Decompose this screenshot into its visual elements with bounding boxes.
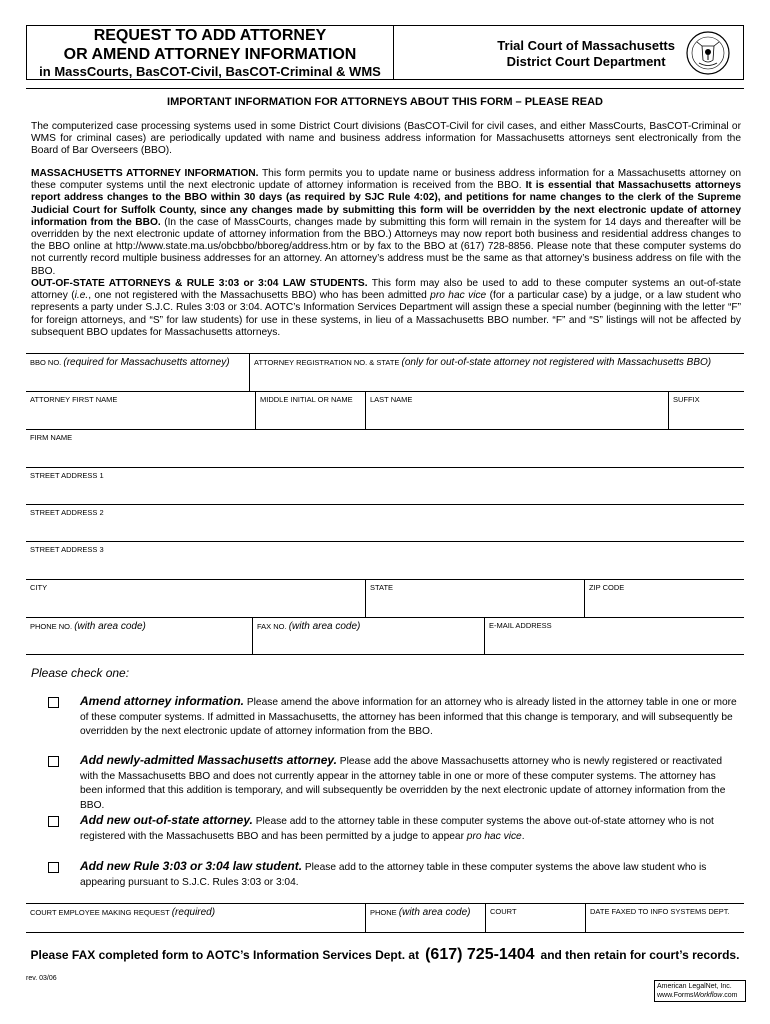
street-address-3-field[interactable] — [26, 541, 744, 579]
out-of-state-lead: OUT-OF-STATE ATTORNEYS & RULE 3:03 or 3:04 LAW STUDENTS. — [31, 278, 368, 289]
email-field[interactable] — [484, 618, 744, 654]
city-field[interactable] — [26, 580, 365, 617]
ma-attorney-text-a: This form permits you to update name or business address information for a Massachusetts attorney on these computer systems until the next electronic update of attorney information is received from the BBO. — [31, 168, 741, 192]
phone-field[interactable] — [26, 618, 252, 654]
check-one-heading: Please check one: — [31, 666, 130, 680]
out-of-state-text-c: (for a particular case) by a judge, or a law student who represents a party under S.J.C. Rules 3:03 or 3:04. AOTC’s Information Services Department will assign these a special number (beginning with the letter “F” for foreign attorneys, and “S” for law students) for use in these systems, in lieu of a Massachusetts BBO number. “F” and “S” listings will not be affected by subsequent BBO updates for Massachusetts attorneys. — [31, 290, 741, 338]
add-ma-attorney-option — [80, 753, 740, 813]
phone-note: (with area code) — [74, 621, 146, 632]
out-of-state-text-a: This form may also be used to add to these computer systems an out-of-state attorney ( — [31, 278, 741, 302]
field-row-name — [26, 391, 744, 429]
court-name — [497, 38, 675, 70]
add-law-student-text: Please add to the attorney table in these computer systems the above law student who is appearing pursuant to S.J.C. Rules 3:03 or 3:04. — [80, 862, 707, 888]
info-paragraph-ma-attorney — [31, 168, 741, 278]
info-heading: IMPORTANT INFORMATION FOR ATTORNEYS ABOUT THIS FORM – PLEASE READ — [167, 96, 603, 108]
add-out-of-state-tail: . — [521, 830, 525, 842]
middle-initial-label: MIDDLE INITIAL OR NAME — [260, 395, 353, 404]
bbo-no-note: (required for Massachusetts attorney) — [63, 357, 230, 368]
court-line2: District Court Department — [506, 54, 666, 69]
add-out-of-state-title: Add new out-of-state attorney. — [80, 813, 253, 827]
add-ma-attorney-checkbox[interactable] — [48, 756, 59, 767]
street-address-1-label: STREET ADDRESS 1 — [30, 471, 104, 480]
info-paragraph-out-of-state — [31, 278, 741, 339]
ma-attorney-bold: It is essential that Massachusetts attorneys report address changes to the BBO within 30 days (as required by SJC Rule 4:02), and petitions for name changes to the clerk of the Supreme Judicial Court for Suffolk County, since any changes made by submitting this form will be overridden by the next electronic update of attorney information from the BBO. — [31, 180, 741, 228]
fax-instruction — [26, 946, 744, 964]
fax-instruction-a: Please FAX completed form to AOTC’s Information Services Dept. at — [30, 948, 420, 962]
form-title-line2: OR AMEND ATTORNEY INFORMATION — [63, 46, 357, 63]
add-out-of-state-option — [80, 813, 740, 844]
street-address-2-field[interactable] — [26, 504, 744, 541]
request-phone-label: PHONE — [370, 908, 397, 917]
request-phone-field[interactable] — [365, 904, 485, 932]
first-name-label: ATTORNEY FIRST NAME — [30, 395, 118, 404]
add-law-student-title: Add new Rule 3:03 or 3:04 law student. — [80, 859, 303, 873]
form-title-box — [26, 25, 394, 80]
revision-date: rev. 03/06 — [26, 975, 57, 982]
court-employee-field[interactable] — [26, 904, 365, 932]
registration-no-note: (only for out-of-state attorney not registered with Massachusetts BBO) — [401, 357, 712, 368]
first-name-field[interactable] — [26, 392, 255, 429]
add-ma-attorney-text: Please add the above Massachusetts attorney who is newly registered or reactivated with the Massachusetts BBO and does not currently appear in the attorney table in one or more of these computer systems. The attorney has been informed that this addition is temporary, and will subsequently be overridden by the next electronic update of attorney information from the BBO. — [80, 756, 726, 811]
court-line1: Trial Court of Massachusetts — [497, 38, 675, 53]
field-row-contact — [26, 617, 744, 655]
last-name-label: LAST NAME — [370, 395, 413, 404]
add-out-of-state-checkbox[interactable] — [48, 816, 59, 827]
info-paragraph-1: The computerized case processing systems used in some District Court divisions (BasCOT-Civil for civil cases, and either MassCourts, BasCOT-Criminal or WMS for criminal cases) are periodically updated with name and business address information for Massachusetts attorneys sent electronically from the Board of Bar Overseers (BBO). — [31, 121, 741, 157]
zip-code-field[interactable] — [584, 580, 744, 617]
ma-attorney-lead: MASSACHUSETTS ATTORNEY INFORMATION. — [31, 168, 259, 179]
legalnet-url-b: Workflow — [693, 992, 723, 999]
court-employee-note: (required) — [171, 907, 216, 918]
fax-number: (617) 725-1404 — [425, 946, 535, 963]
request-phone-note: (with area code) — [398, 907, 471, 918]
add-law-student-option — [80, 859, 740, 890]
fax-field[interactable] — [252, 618, 484, 654]
add-law-student-checkbox[interactable] — [48, 862, 59, 873]
legalnet-stamp — [654, 980, 746, 1002]
massachusetts-seal-icon — [685, 30, 731, 76]
registration-no-label: ATTORNEY REGISTRATION NO. & STATE — [254, 358, 400, 367]
street-address-2-label: STREET ADDRESS 2 — [30, 508, 104, 517]
state-label: STATE — [370, 583, 394, 592]
state-field[interactable] — [365, 580, 584, 617]
firm-name-label: FIRM NAME — [30, 433, 73, 442]
legalnet-name: American LegalNet, Inc. — [657, 983, 732, 990]
fax-note: (with area code) — [288, 621, 361, 632]
last-name-field[interactable] — [365, 392, 668, 429]
email-label: E-MAIL ADDRESS — [489, 621, 552, 630]
out-of-state-ie: i.e. — [74, 290, 89, 302]
form-title-line1: REQUEST TO ADD ATTORNEY — [93, 27, 327, 44]
fax-label: FAX NO. — [257, 622, 287, 631]
amend-attorney-option — [80, 694, 740, 740]
form-title-line3: in MassCourts, BasCOT-Civil, BasCOT-Criminal & WMS — [39, 64, 381, 79]
amend-attorney-checkbox[interactable] — [48, 697, 59, 708]
add-ma-attorney-title: Add newly-admitted Massachusetts attorney. — [80, 753, 337, 767]
out-of-state-text-b: , one not registered with the Massachusetts BBO) who has been admitted — [88, 290, 431, 302]
field-row-city — [26, 579, 744, 617]
add-out-of-state-pro-hac-vice: pro hac vice — [466, 830, 522, 842]
court-employee-label: COURT EMPLOYEE MAKING REQUEST — [30, 908, 170, 917]
middle-initial-field[interactable] — [255, 392, 365, 429]
amend-attorney-title: Amend attorney information. — [80, 694, 245, 708]
suffix-field[interactable] — [668, 392, 744, 429]
legalnet-url — [657, 991, 743, 1000]
legalnet-url-a: www.Forms — [657, 992, 694, 999]
ma-attorney-text-b: (In the case of MassCourts, changes made by submitting this form will remain in the system for 14 days and thereafter will be overridden by the next electronic update of attorney information from the BBO.) Attorneys may now report both business and residential address changes to the BBO online at http://www.state.ma.us/obcbbo/bboreg/address.htm or by fax to the BBO at (617) 728-8856. Please note that these computer systems do not currently record multiple business addresses for an attorney. An attorney’s address must be the same as that attorney’s business address on file with the BBO. — [31, 216, 742, 277]
court-label: COURT — [490, 907, 517, 916]
fax-instruction-b: and then retain for court’s records. — [540, 948, 740, 962]
bbo-no-field[interactable] — [26, 354, 249, 391]
out-of-state-pro-hac-vice: pro hac vice — [430, 290, 487, 302]
firm-name-field[interactable] — [26, 429, 744, 467]
street-address-1-field[interactable] — [26, 467, 744, 504]
bbo-no-label: BBO NO. — [30, 358, 62, 367]
date-faxed-label: DATE FAXED TO INFO SYSTEMS DEPT. — [590, 907, 730, 916]
date-faxed-field[interactable] — [585, 904, 744, 932]
city-label: CITY — [30, 583, 48, 592]
phone-label: PHONE NO. — [30, 622, 73, 631]
court-box — [394, 25, 744, 80]
registration-no-field[interactable] — [249, 354, 744, 391]
zip-code-label: ZIP CODE — [589, 583, 625, 592]
header-rule — [26, 88, 744, 89]
amend-attorney-text: Please amend the above information for an attorney who is already listed in the attorney table in one or more of these computer systems. If admitted in Massachusetts, the attorney has been informed that this change is temporary, and will subsequently be overridden by the next electronic update of attorney information from the BBO. — [80, 697, 737, 737]
suffix-label: SUFFIX — [673, 395, 700, 404]
field-row-bbo — [26, 353, 744, 391]
court-field[interactable] — [485, 904, 585, 932]
request-info-row — [26, 903, 744, 933]
add-out-of-state-text: Please add to the attorney table in these computer systems the above out-of-state attorney who is not registered with the Massachusetts BBO and has been permitted by a judge to appear — [80, 816, 714, 842]
street-address-3-label: STREET ADDRESS 3 — [30, 545, 104, 554]
legalnet-url-c: .com — [722, 992, 738, 999]
